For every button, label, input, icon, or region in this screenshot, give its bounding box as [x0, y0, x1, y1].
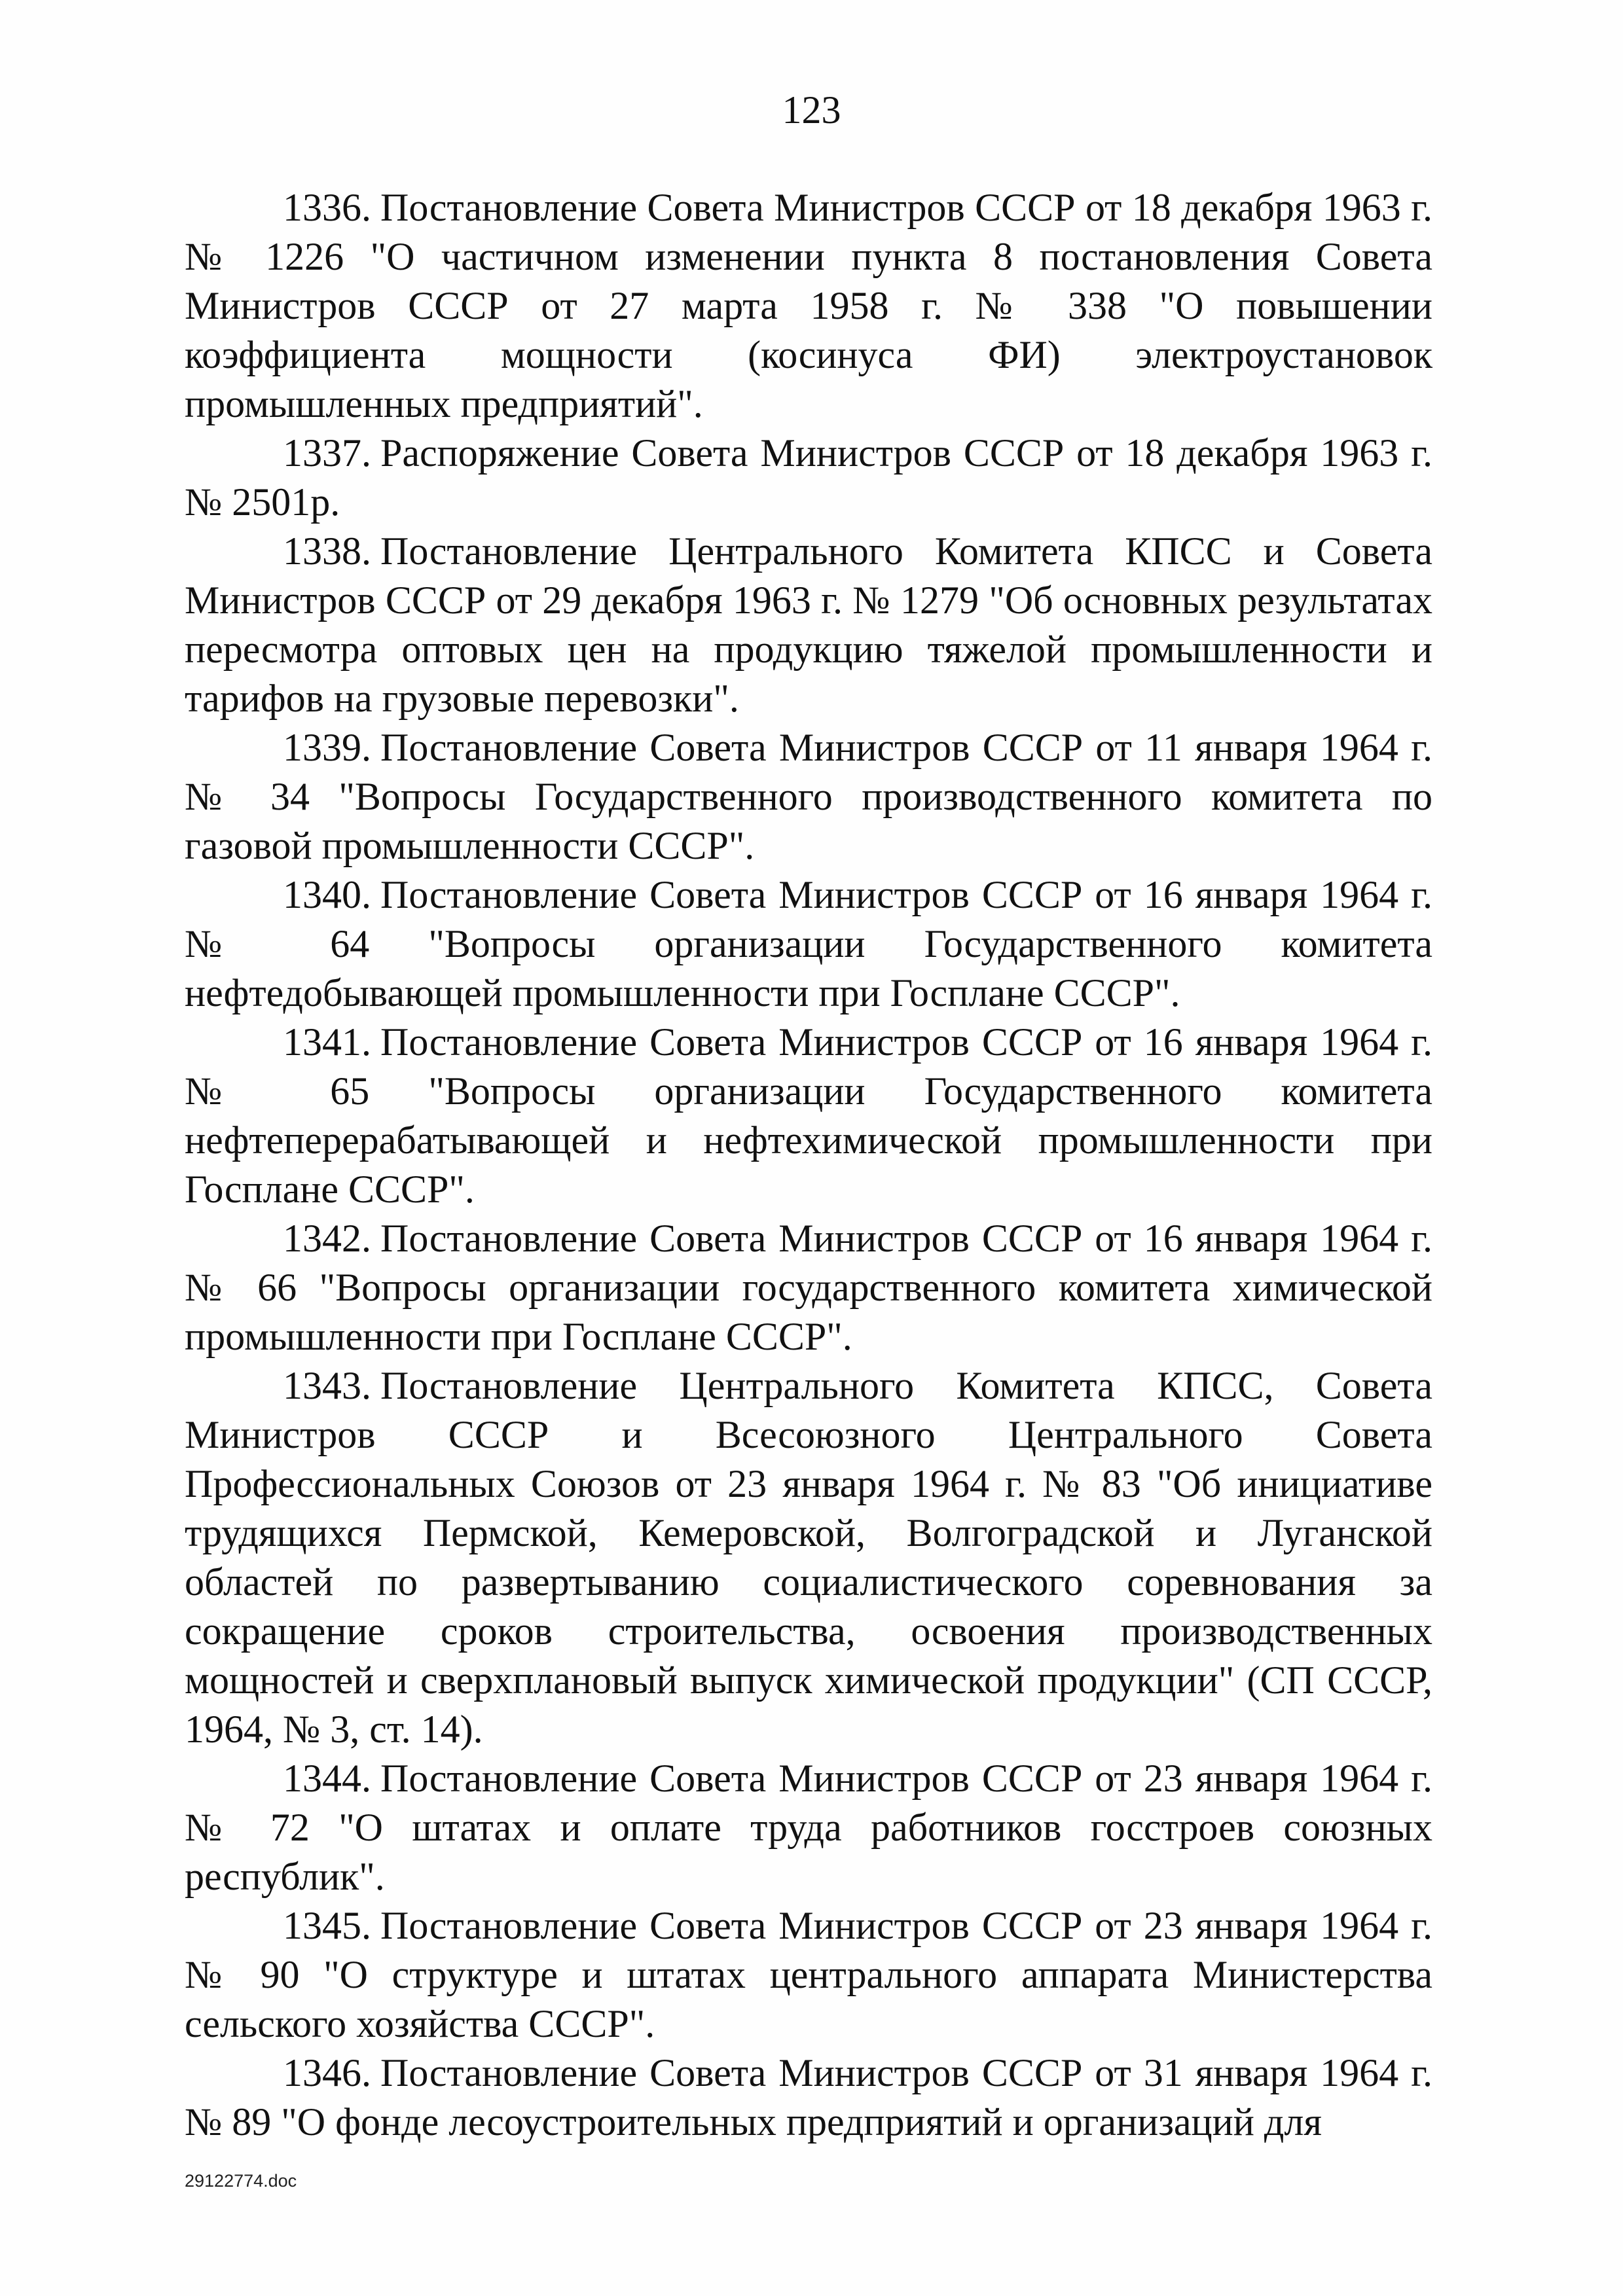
entry-number: 1346. [283, 2051, 371, 2094]
list-entry-1340 [185, 870, 1432, 1018]
entry-number: 1340. [283, 873, 371, 916]
list-entry-1336 [185, 183, 1432, 429]
entry-number: 1339. [283, 726, 371, 769]
document-body [185, 183, 1432, 2147]
list-entry-1342 [185, 1214, 1432, 1361]
entry-number: 1344. [283, 1757, 371, 1800]
entry-number: 1338. [283, 529, 371, 573]
entry-number: 1341. [283, 1020, 371, 1064]
entry-text: Постановление Центрального Комитета КПСС, Совета Министров СССР и Всесоюзного Центрального Совета Профессиональных Союзов от 23 января 1964 г. № 83 "Об инициативе трудящихся Пермской, Кемеровской, Волгоградской и Луганской областей по развертыванию социалистического соревнования за сокращение сроков строительства, освоения производственных мощностей и сверхплановый выпуск химической продукции" (СП СССР, 1964, № 3, ст. 14). [185, 1364, 1432, 1751]
page-number: 123 [782, 88, 841, 132]
list-entry-1345 [185, 1901, 1432, 2049]
list-entry-1339 [185, 723, 1432, 870]
list-entry-1346 [185, 2049, 1432, 2147]
list-entry-1343 [185, 1361, 1432, 1754]
entry-number: 1343. [283, 1364, 371, 1407]
entry-text: Постановление Совета Министров СССР от 16 января 1964 г. № 65 "Вопросы организации Государственного комитета нефтеперерабатывающей и нефтехимической промышленности при Госплане СССР". [185, 1020, 1432, 1211]
entry-number: 1345. [283, 1904, 371, 1947]
entry-text: Постановление Совета Министров СССР от 11 января 1964 г. № 34 "Вопросы Государственного производственного комитета по газовой промышленности СССР". [185, 726, 1432, 867]
entry-text: Постановление Центрального Комитета КПСС и Совета Министров СССР от 29 декабря 1963 г. № 1279 "Об основных результатах пересмотра оптовых цен на продукцию тяжелой промышленности и тарифов на грузовые перевозки". [185, 529, 1432, 720]
entry-text: Постановление Совета Министров СССР от 16 января 1964 г. № 66 "Вопросы организации государственного комитета химической промышленности при Госплане СССР". [185, 1217, 1432, 1358]
entry-text: Постановление Совета Министров СССР от 18 декабря 1963 г. № 1226 "О частичном изменении пункта 8 постановления Совета Министров СССР от 27 марта 1958 г. № 338 "О повышении коэффициента мощности (косинуса ФИ) электроустановок промышленных предприятий". [185, 186, 1432, 425]
entry-text: Постановление Совета Министров СССР от 31 января 1964 г. № 89 "О фонде лесоустроительных предприятий и организаций для [185, 2051, 1432, 2144]
entry-text: Распоряжение Совета Министров СССР от 18 декабря 1963 г. № 2501р. [185, 431, 1432, 524]
list-entry-1344 [185, 1754, 1432, 1901]
list-entry-1341 [185, 1018, 1432, 1214]
list-entry-1338 [185, 527, 1432, 723]
entry-text: Постановление Совета Министров СССР от 23 января 1964 г. № 90 "О структуре и штатах центрального аппарата Министерства сельского хозяйства СССР". [185, 1904, 1432, 2045]
list-entry-1337 [185, 429, 1432, 527]
entry-number: 1337. [283, 431, 371, 475]
entry-text: Постановление Совета Министров СССР от 16 января 1964 г. № 64 "Вопросы организации Государственного комитета нефтедобывающей промышленности при Госплане СССР". [185, 873, 1432, 1014]
entry-number: 1336. [283, 186, 371, 229]
entry-number: 1342. [283, 1217, 371, 1260]
entry-text: Постановление Совета Министров СССР от 23 января 1964 г. № 72 "О штатах и оплате труда работников госстроев союзных республик". [185, 1757, 1432, 1898]
footer-filename: 29122774.doc [185, 2171, 297, 2191]
